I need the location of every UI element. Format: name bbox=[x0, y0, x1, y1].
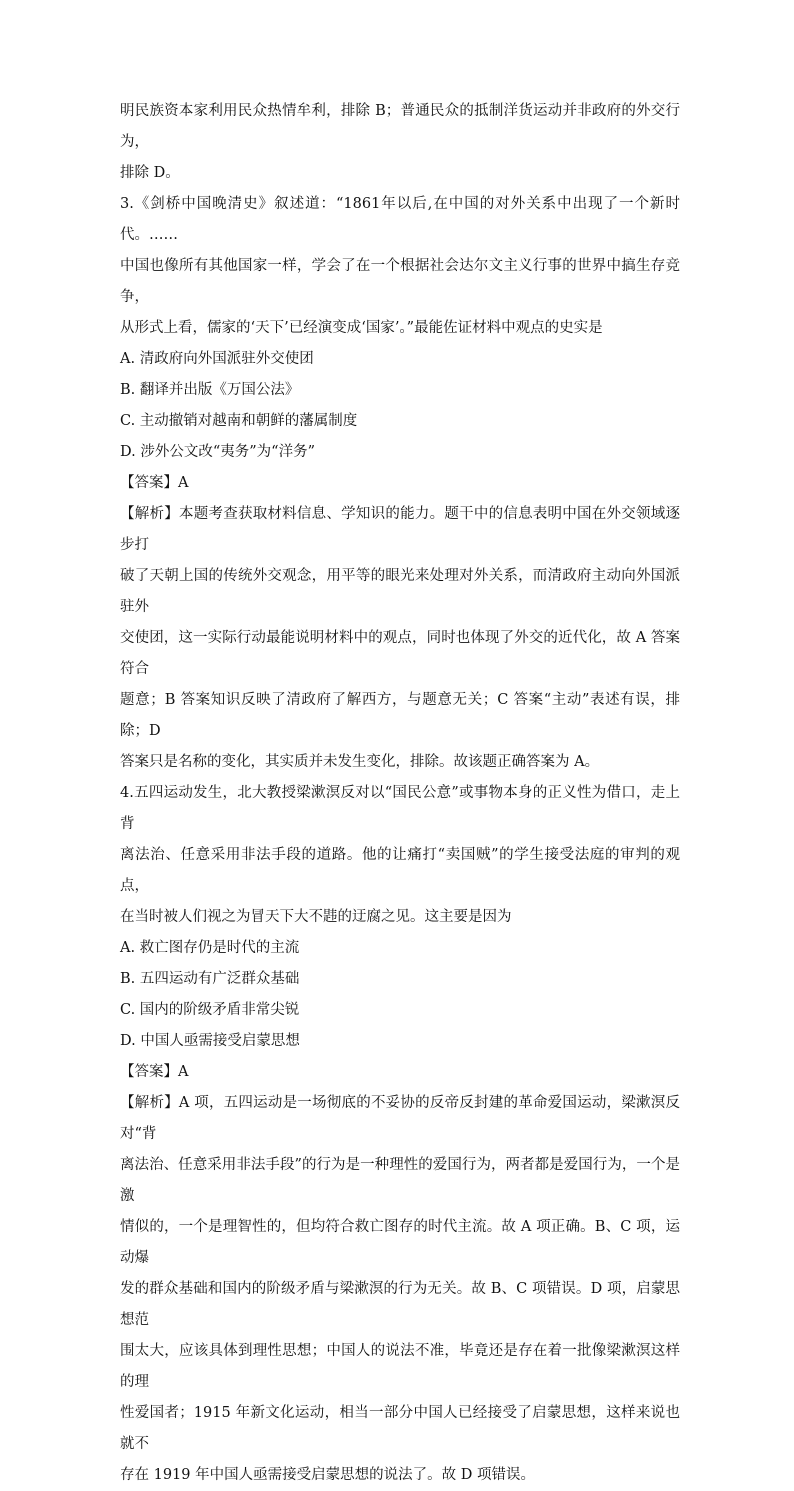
answer-line: 【答案】A bbox=[120, 1064, 189, 1080]
option-b: B. 五四运动有广泛群众基础 bbox=[120, 971, 300, 987]
analysis-line: 破了天朝上国的传统外交观念，用平等的眼光来处理对外关系，而清政府主动向外国派驻外 bbox=[120, 568, 680, 615]
analysis-line: 题意；B 答案知识反映了清政府了解西方，与题意无关；C 答案“主动”表述有误，排除；D bbox=[120, 692, 680, 739]
analysis-line: 发的群众基础和国内的阶级矛盾与梁漱溟的行为无关。故 B、C 项错误。D 项，启蒙思想范 bbox=[120, 1281, 680, 1328]
question-stem-line: 3.《剑桥中国晚清史》叙述道：“1861年以后,在中国的对外关系中出现了一个新时代。…… bbox=[120, 196, 680, 243]
option-d: D. 涉外公文改“夷务”为“洋务” bbox=[120, 444, 315, 460]
analysis-line: 答案只是名称的变化，其实质并未发生变化，排除。故该题正确答案为 A。 bbox=[120, 754, 600, 770]
continued-analysis bbox=[120, 96, 680, 189]
question-stem-line: 离法治、任意采用非法手段的道路。他的让痛打“卖国贼”的学生接受法庭的审判的观点， bbox=[120, 847, 680, 894]
question-3 bbox=[120, 189, 680, 778]
analysis-line: 【解析】A 项，五四运动是一场彻底的不妥协的反帝反封建的革命爱国运动，梁漱溟反对“背 bbox=[120, 1095, 680, 1142]
analysis-line: 【解析】本题考查获取材料信息、学知识的能力。题干中的信息表明中国在外交领域逐步打 bbox=[120, 506, 680, 553]
answer-line: 【答案】A bbox=[120, 475, 189, 491]
analysis-line: 围太大，应该具体到理性思想；中国人的说法不准，毕竟还是存在着一批像梁漱溟这样的理 bbox=[120, 1343, 680, 1390]
option-c: C. 国内的阶级矛盾非常尖锐 bbox=[120, 1002, 300, 1018]
document-body bbox=[120, 96, 680, 1491]
question-stem-line: 4.五四运动发生，北大教授梁漱溟反对以“国民公意”或事物本身的正义性为借口，走上背 bbox=[120, 785, 680, 832]
question-stem-line: 中国也像所有其他国家一样，学会了在一个根据社会达尔文主义行事的世界中搞生存竞争， bbox=[120, 258, 680, 305]
question-4 bbox=[120, 778, 680, 1491]
option-c: C. 主动撤销对越南和朝鲜的藩属制度 bbox=[120, 413, 358, 429]
option-b: B. 翻译并出版《万国公法》 bbox=[120, 382, 300, 398]
text-line: 明民族资本家利用民众热情牟利，排除 B；普通民众的抵制洋货运动并非政府的外交行为， bbox=[120, 103, 680, 150]
analysis-line: 存在 1919 年中国人亟需接受启蒙思想的说法了。故 D 项错误。 bbox=[120, 1467, 535, 1483]
analysis-line: 离法治、任意采用非法手段”的行为是一种理性的爱国行为，两者都是爱国行为，一个是激 bbox=[120, 1157, 680, 1204]
option-a: A. 救亡图存仍是时代的主流 bbox=[120, 940, 300, 956]
question-stem-line: 在当时被人们视之为冒天下大不韪的迂腐之见。这主要是因为 bbox=[120, 909, 512, 925]
analysis-line: 情似的，一个是理智性的，但均符合救亡图存的时代主流。故 A 项正确。B、C 项，运动爆 bbox=[120, 1219, 680, 1266]
analysis-line: 性爱国者；1915 年新文化运动，相当一部分中国人已经接受了启蒙思想，这样来说也就不 bbox=[120, 1405, 680, 1452]
option-d: D. 中国人亟需接受启蒙思想 bbox=[120, 1033, 300, 1049]
question-stem-line: 从形式上看，儒家的‘天下’已经演变成‘国家’。”最能佐证材料中观点的史实是 bbox=[120, 320, 603, 336]
text-line: 排除 D。 bbox=[120, 165, 180, 181]
option-a: A. 清政府向外国派驻外交使团 bbox=[120, 351, 314, 367]
analysis-line: 交使团，这一实际行动最能说明材料中的观点，同时也体现了外交的近代化，故 A 答案符合 bbox=[120, 630, 680, 677]
